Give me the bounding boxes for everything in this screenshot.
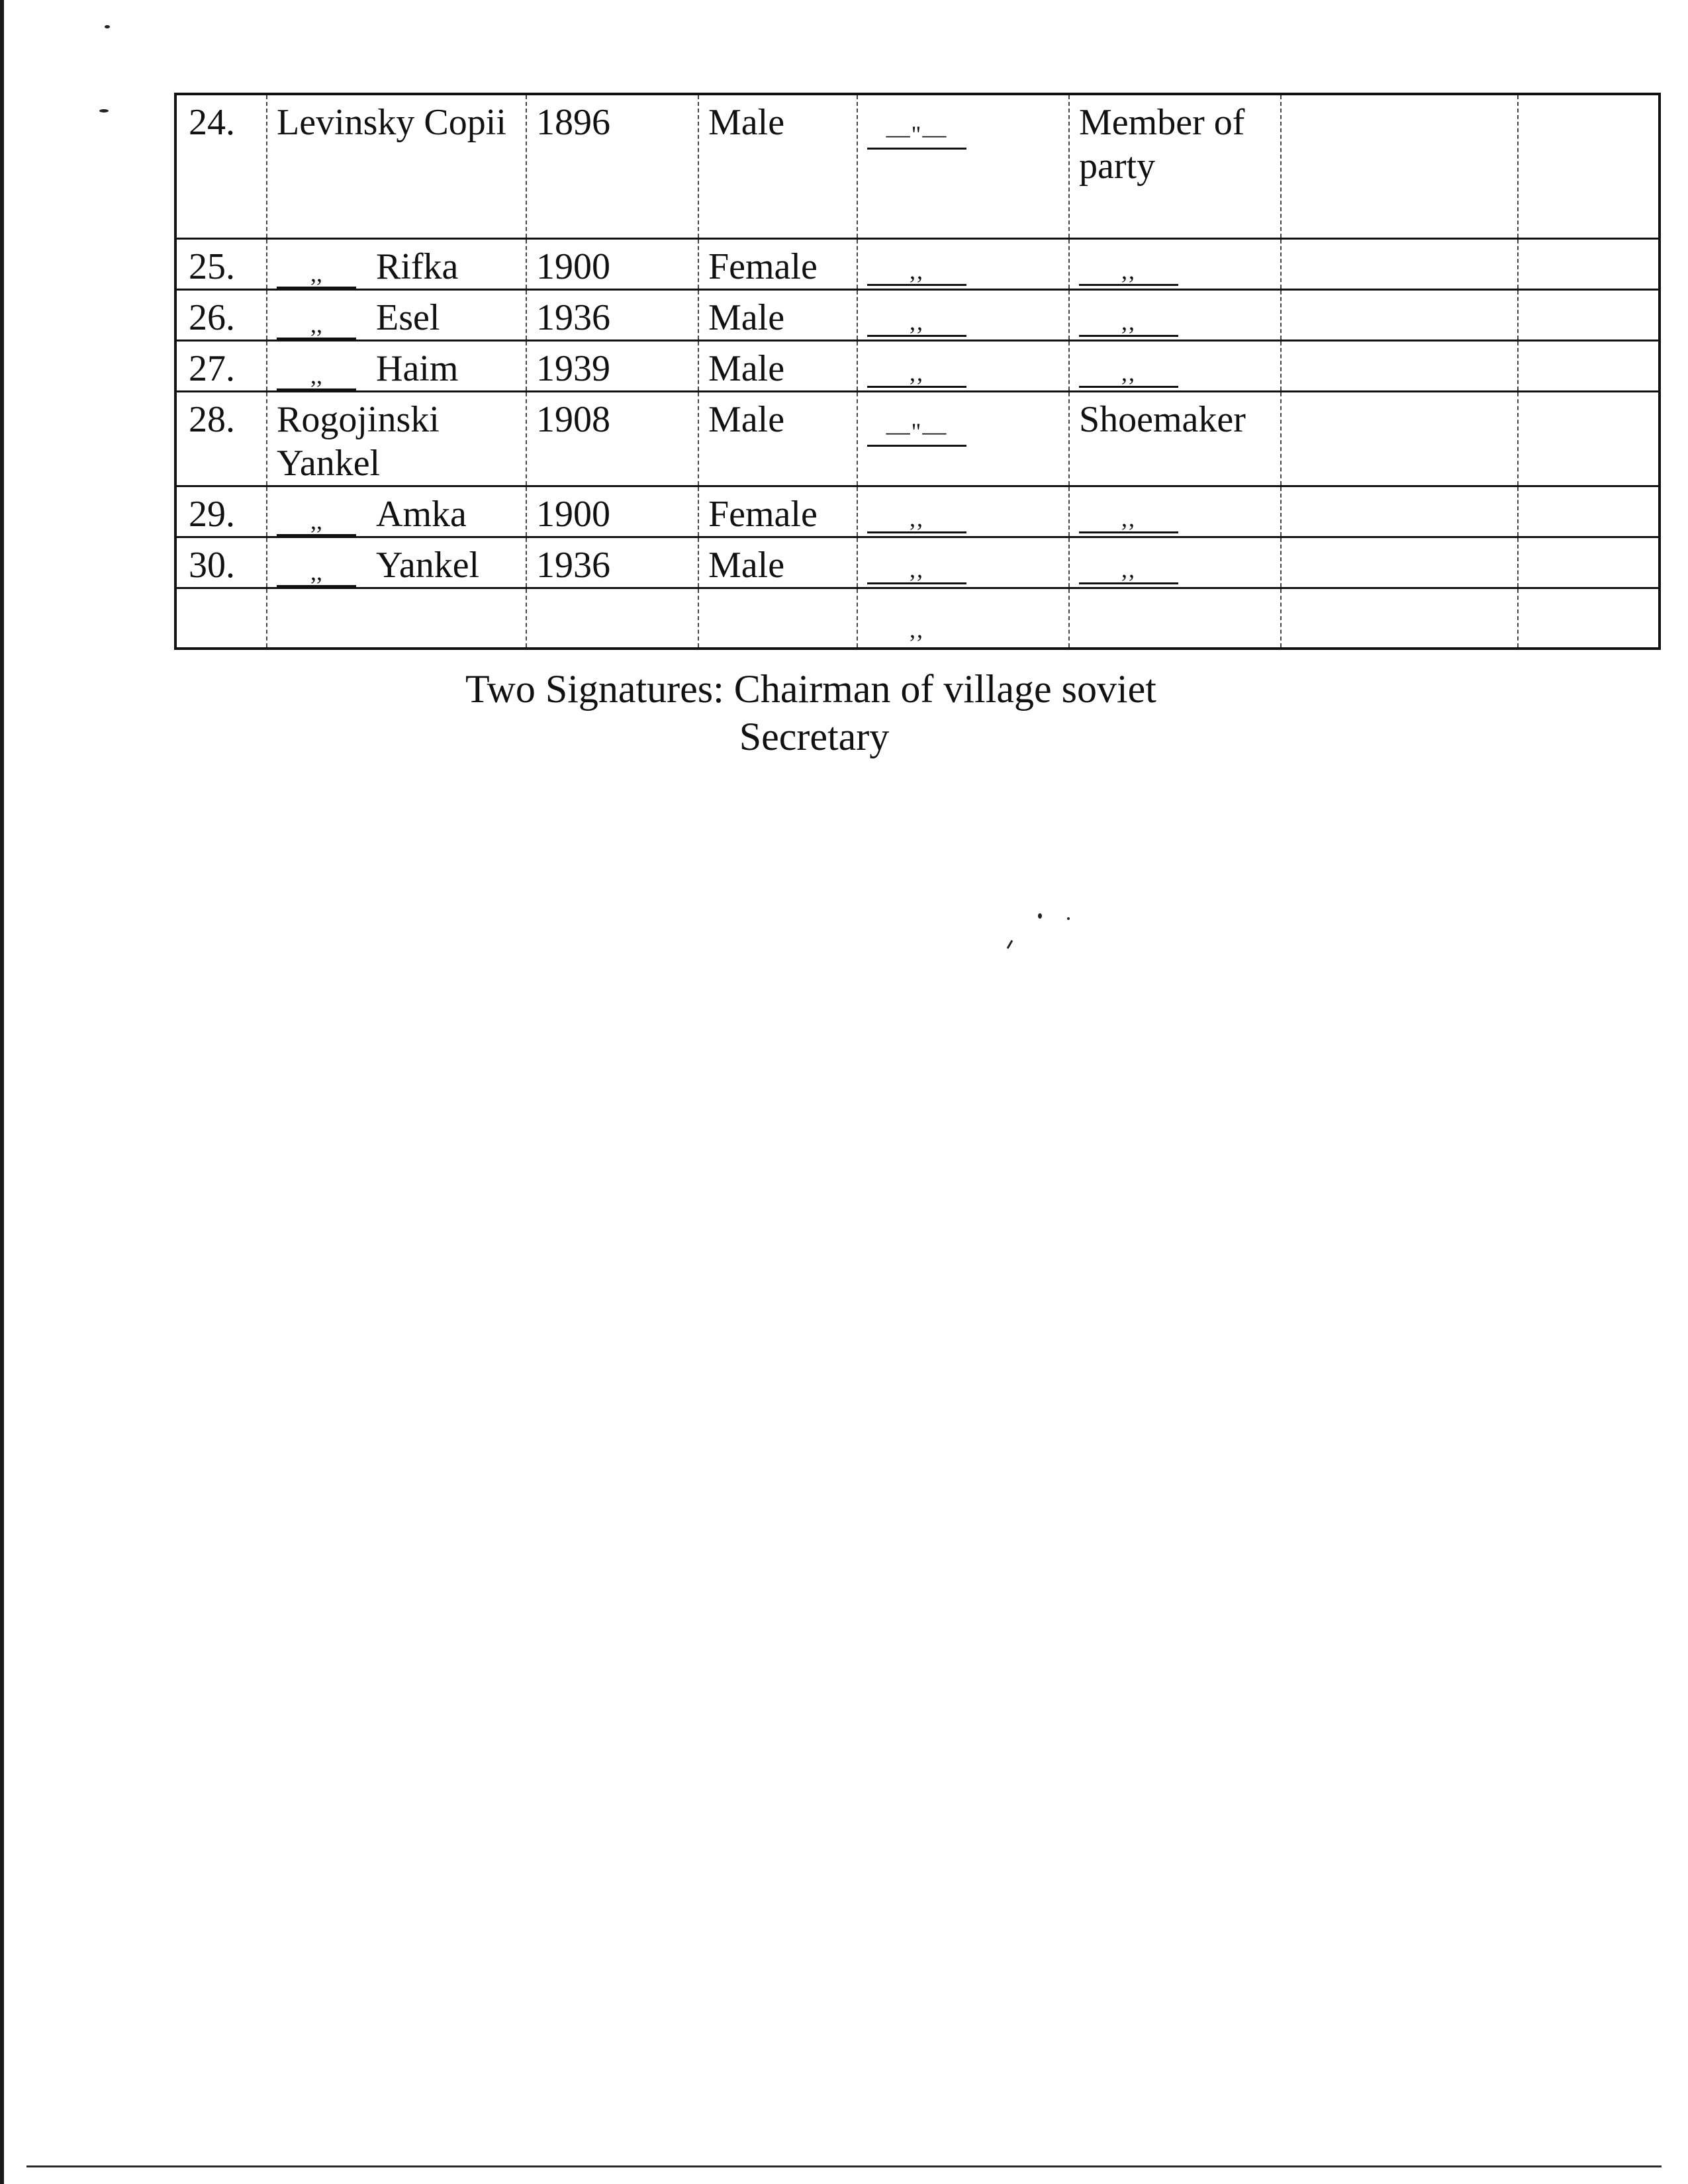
empty-cell <box>1518 391 1660 486</box>
empty-cell <box>1281 94 1518 238</box>
person-name: Haim <box>376 347 459 389</box>
empty-cell <box>1518 537 1660 588</box>
scan-speck <box>99 109 109 113</box>
ditto-mark: ,, <box>867 505 966 533</box>
table-row <box>175 94 1660 238</box>
occupation-ditto <box>1069 486 1281 537</box>
empty-cell <box>1069 588 1281 649</box>
ditto-mark: —"— <box>867 418 966 447</box>
empty-cell <box>1281 289 1518 340</box>
table-row <box>175 289 1660 340</box>
table-row <box>175 238 1660 289</box>
ditto-mark: ,, <box>1079 556 1178 584</box>
empty-cell <box>175 588 267 649</box>
nationality-ditto <box>857 588 1069 649</box>
empty-cell <box>1281 588 1518 649</box>
nationality-ditto <box>857 238 1069 289</box>
signatures-block <box>0 665 1622 760</box>
ditto-mark: ,, <box>867 257 966 286</box>
birth-year: 1908 <box>526 391 698 486</box>
nationality-ditto <box>857 537 1069 588</box>
table-row <box>175 340 1660 391</box>
birth-year: 1900 <box>526 486 698 537</box>
row-number: 25. <box>175 238 267 289</box>
row-number: 27. <box>175 340 267 391</box>
table-row <box>175 391 1660 486</box>
empty-cell <box>1281 340 1518 391</box>
ditto-mark: ,, <box>867 359 966 388</box>
scan-speck <box>105 25 110 28</box>
scan-bottom-edge <box>26 2165 1662 2167</box>
empty-cell <box>1518 94 1660 238</box>
nationality-ditto <box>857 340 1069 391</box>
empty-cell <box>526 588 698 649</box>
person-name: Rifka <box>376 246 459 287</box>
scan-speck <box>1067 917 1070 920</box>
ditto-mark: —"— <box>867 121 966 150</box>
ditto-mark: ,, <box>277 311 356 340</box>
empty-cell <box>1518 238 1660 289</box>
occupation: Member of party <box>1069 94 1281 238</box>
empty-cell <box>1281 537 1518 588</box>
empty-cell <box>1518 486 1660 537</box>
person-name: Yankel <box>376 544 480 586</box>
birth-year: 1939 <box>526 340 698 391</box>
empty-cell <box>1518 340 1660 391</box>
ditto-mark: ,, <box>277 508 356 536</box>
sex: Female <box>698 486 857 537</box>
nationality-ditto <box>857 94 1069 238</box>
birth-year: 1896 <box>526 94 698 238</box>
sex: Male <box>698 391 857 486</box>
row-number: 28. <box>175 391 267 486</box>
person-name: Rogojinski Yankel <box>267 391 526 486</box>
empty-cell <box>1281 391 1518 486</box>
birth-year: 1936 <box>526 289 698 340</box>
nationality-ditto <box>857 289 1069 340</box>
nationality-ditto <box>857 486 1069 537</box>
scan-speck <box>1038 913 1042 919</box>
ditto-mark: ,, <box>867 556 966 584</box>
ditto-mark: ,, <box>867 308 966 337</box>
birth-year: 1900 <box>526 238 698 289</box>
row-number: 26. <box>175 289 267 340</box>
occupation: Shoemaker <box>1069 391 1281 486</box>
ditto-mark: ,, <box>910 615 924 643</box>
empty-cell <box>1281 238 1518 289</box>
person-name-cell <box>267 486 526 537</box>
scan-speck <box>1007 940 1013 949</box>
empty-cell <box>267 588 526 649</box>
ditto-mark: ,, <box>277 260 356 289</box>
table-row <box>175 537 1660 588</box>
person-name: Amka <box>376 493 467 535</box>
table-row <box>175 486 1660 537</box>
ditto-mark: ,, <box>1079 359 1178 388</box>
empty-cell <box>1518 289 1660 340</box>
person-name-cell <box>267 238 526 289</box>
sex: Male <box>698 537 857 588</box>
sex: Male <box>698 94 857 238</box>
empty-cell <box>698 588 857 649</box>
empty-cell <box>1518 588 1660 649</box>
occupation-ditto <box>1069 537 1281 588</box>
ditto-mark: ,, <box>277 559 356 587</box>
ditto-mark: ,, <box>1079 257 1178 286</box>
empty-cell <box>1281 486 1518 537</box>
ditto-mark: ,, <box>1079 505 1178 533</box>
signatures-line: Two Signatures: Chairman of village soviet <box>465 667 1156 711</box>
ditto-mark: ,, <box>1079 308 1178 337</box>
sex: Male <box>698 289 857 340</box>
row-number: 29. <box>175 486 267 537</box>
row-number: 24. <box>175 94 267 238</box>
person-name-cell <box>267 340 526 391</box>
ditto-mark: ,, <box>277 362 356 390</box>
nationality-ditto <box>857 391 1069 486</box>
sex: Female <box>698 238 857 289</box>
table-row <box>175 588 1660 649</box>
occupation-ditto <box>1069 238 1281 289</box>
person-name-cell <box>267 537 526 588</box>
sex: Male <box>698 340 857 391</box>
person-name-cell <box>267 289 526 340</box>
scan-left-edge <box>0 0 4 2184</box>
person-name: Esel <box>376 296 440 338</box>
occupation-ditto <box>1069 340 1281 391</box>
occupation-ditto <box>1069 289 1281 340</box>
row-number: 30. <box>175 537 267 588</box>
birth-year: 1936 <box>526 537 698 588</box>
person-name: Levinsky Copii <box>267 94 526 238</box>
secretary-line: Secretary <box>739 715 890 758</box>
census-table <box>174 93 1661 650</box>
